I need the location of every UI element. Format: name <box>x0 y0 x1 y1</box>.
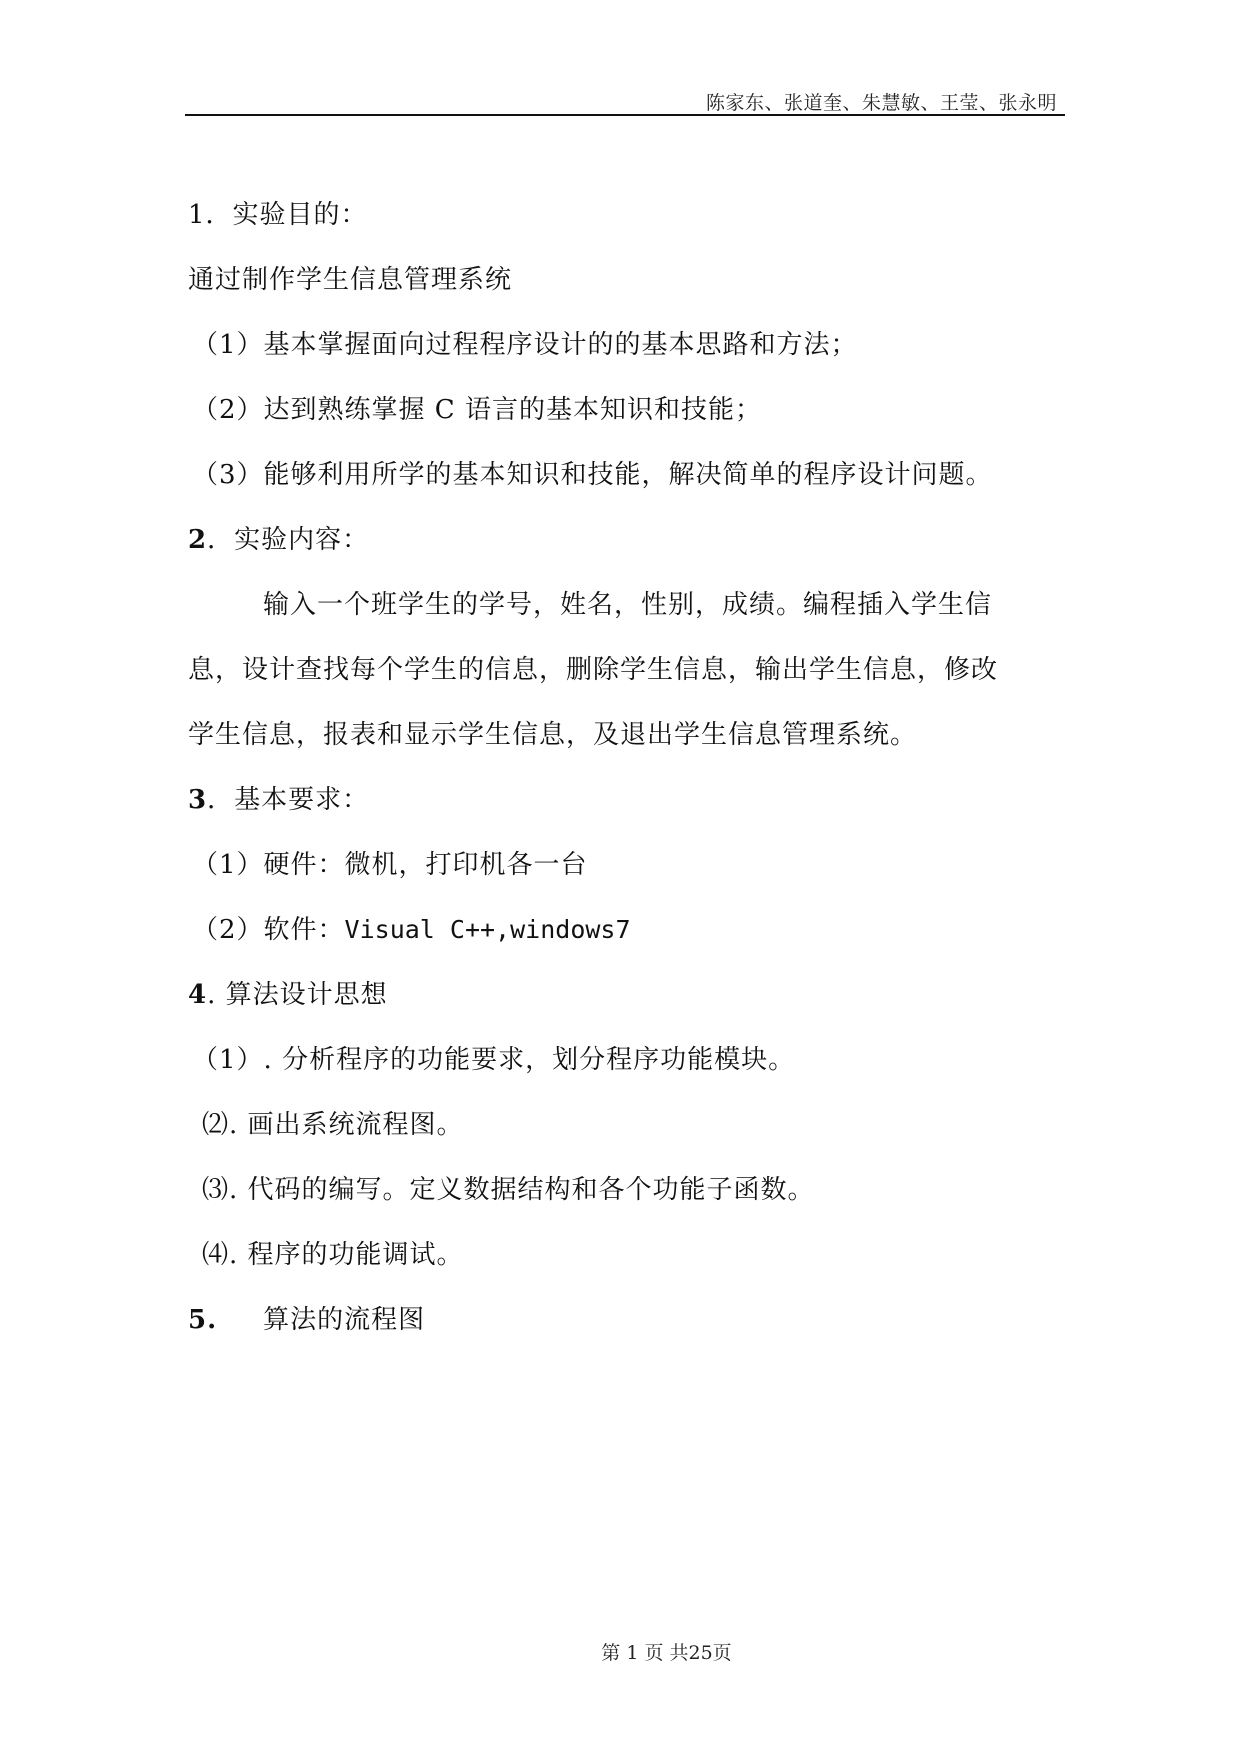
section-3-number: 3 <box>188 785 208 815</box>
section-1-intro: 通过制作学生信息管理系统 <box>188 265 513 295</box>
section-1-item-2: （2）达到熟练掌握 C 语言的基本知识和技能； <box>192 395 762 425</box>
section-3-item-1: （1）硬件：微机，打印机各一台 <box>192 850 588 880</box>
section-1-heading <box>188 197 368 233</box>
section-4-item-1: （1）. 分析程序的功能要求，划分程序功能模块。 <box>192 1045 796 1075</box>
section-2-title: ．实验内容： <box>207 525 370 555</box>
section-5-number: 5. <box>188 1305 218 1335</box>
section-1-title: ．实验目的： <box>205 200 368 230</box>
header-rule <box>185 114 1065 116</box>
page-header <box>185 84 1065 114</box>
section-2-para-line-3: 学生信息，报表和显示学生信息，及退出学生信息管理系统。 <box>188 720 918 750</box>
section-1-item-1: （1）基本掌握面向过程程序设计的的基本思路和方法； <box>192 330 858 360</box>
section-5-title: 算法的流程图 <box>263 1305 426 1335</box>
section-2-para-line-1: 输入一个班学生的学号，姓名，性别，成绩。编程插入学生信 <box>263 590 993 620</box>
section-4-item-2: ⑵. 画出系统流程图。 <box>202 1110 464 1140</box>
header-authors: 陈家东、张道奎、朱慧敏、王莹、张永明 <box>705 92 1057 114</box>
section-4-number: 4 <box>188 980 208 1010</box>
section-4-heading <box>188 977 388 1013</box>
section-5-heading <box>188 1302 425 1338</box>
page-footer: 第 1 页 共25页 <box>601 1642 732 1664</box>
section-2-para-line-2: 息，设计查找每个学生的信息，删除学生信息，输出学生信息，修改 <box>188 655 999 685</box>
section-3-item-2-prefix: （2）软件： <box>192 915 345 945</box>
section-1-item-3: （3）能够利用所学的基本知识和技能，解决简单的程序设计问题。 <box>192 460 993 490</box>
section-3-heading <box>188 782 369 818</box>
section-2-number: 2 <box>188 525 208 555</box>
section-3-title: ．基本要求： <box>207 785 370 815</box>
section-2-heading <box>188 522 369 558</box>
section-3-item-2 <box>192 912 631 948</box>
section-4-item-3: ⑶. 代码的编写。定义数据结构和各个功能子函数。 <box>202 1175 815 1205</box>
section-4-title: . 算法设计思想 <box>207 980 388 1010</box>
section-3-item-2-value: Visual C++,windows7 <box>344 915 631 944</box>
section-4-item-4: ⑷. 程序的功能调试。 <box>202 1240 464 1270</box>
section-1-number: 1 <box>188 200 206 230</box>
